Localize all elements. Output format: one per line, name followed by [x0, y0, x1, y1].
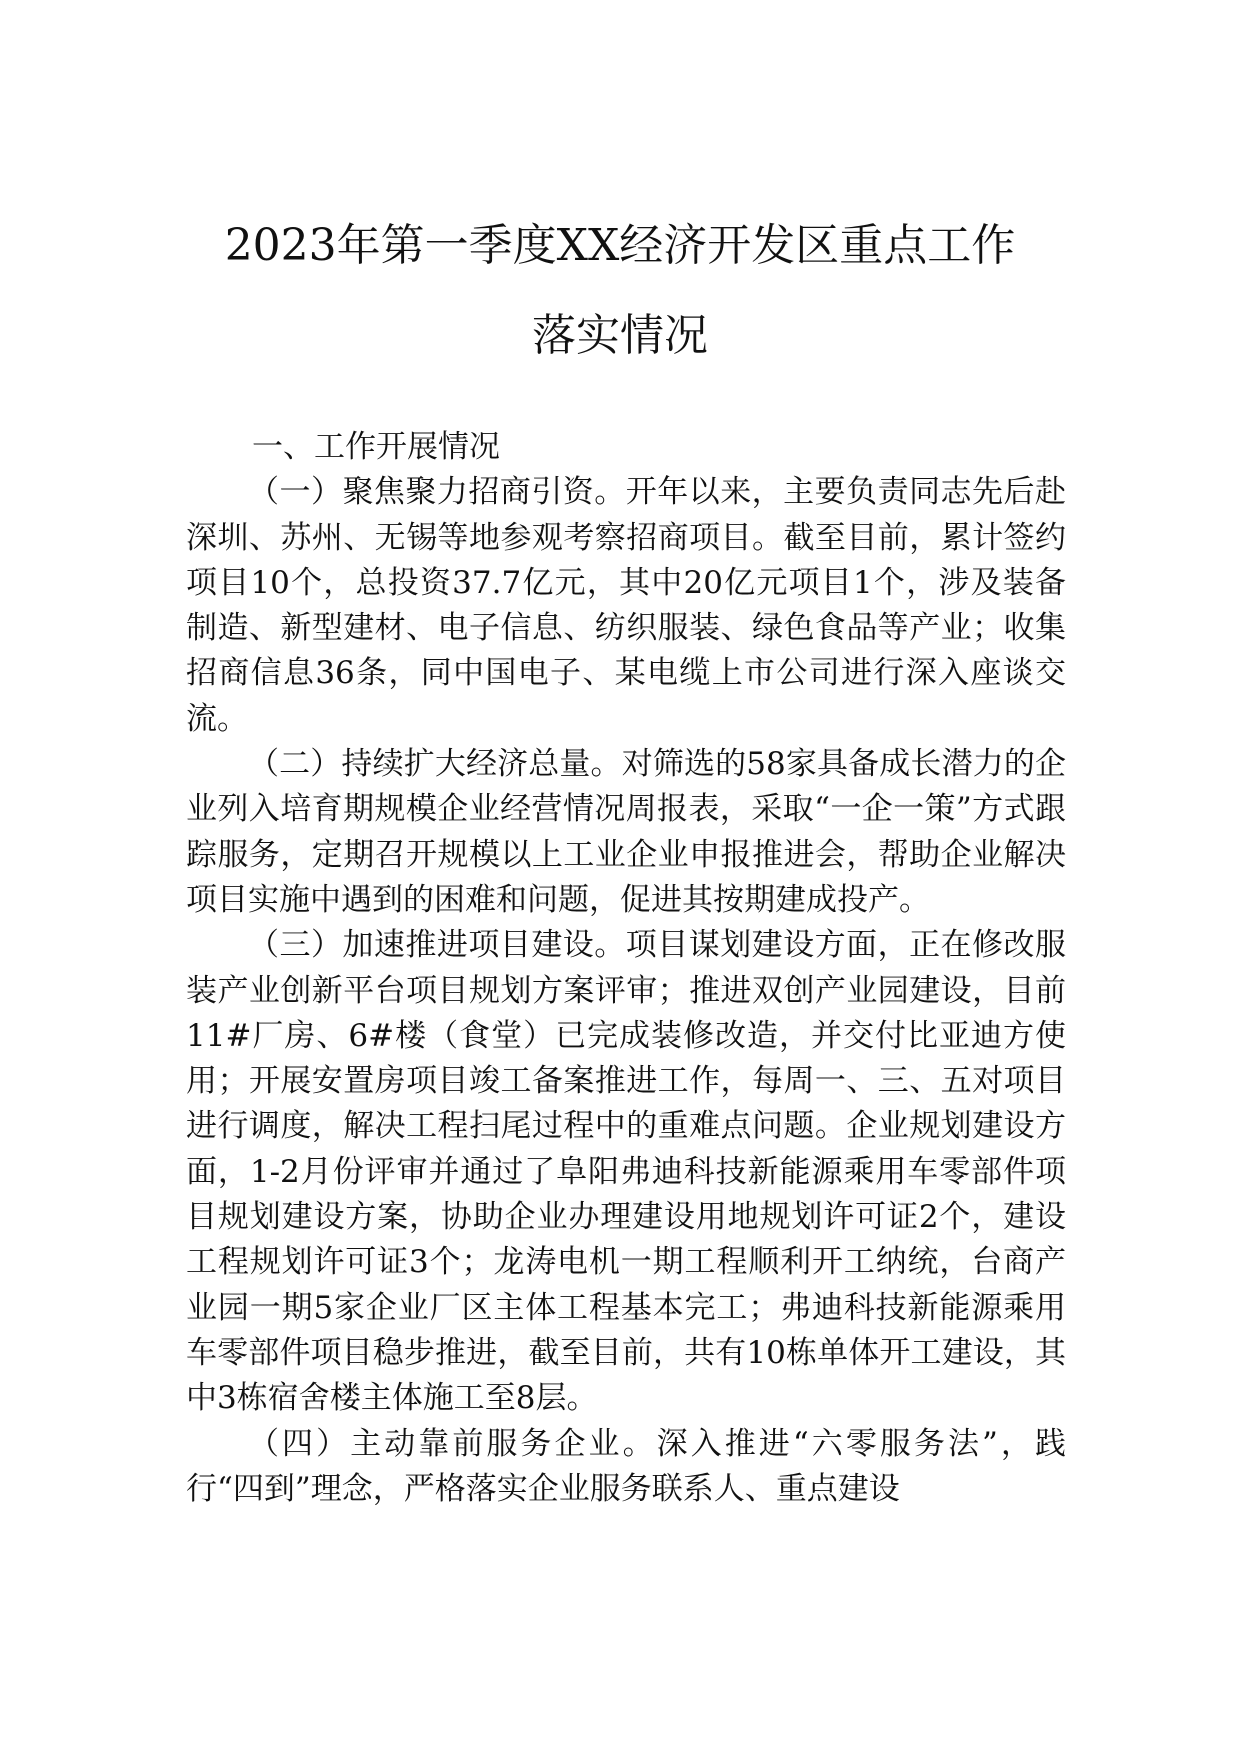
document-title-line-1: 2023年第一季度XX经济开发区重点工作 — [224, 220, 1016, 271]
section-heading: 一、工作开展情况 — [252, 429, 500, 465]
paragraph-2: （二）持续扩大经济总量。对筛选的58家具备成长潜力的企业列入培育期规模企业经营情况周报表，采取“一企一策”方式跟踪服务，定期召开规模以上工业企业申报推进会，帮助企业解决项目实施中遇到的困难和问题，促进其按期建成投产。 — [186, 746, 1066, 918]
document-title-line-2: 落实情况 — [532, 310, 708, 361]
paragraph-3: （三）加速推进项目建设。项目谋划建设方面，正在修改服装产业创新平台项目规划方案评审；推进双创产业园建设，目前11#厂房、6#楼（食堂）已完成装修改造，并交付比亚迪方使用；开展安置房项目竣工备案推进工作，每周一、三、五对项目进行调度，解决工程扫尾过程中的重难点问题。企业规划建设方面，1-2月份评审并通过了阜阳弗迪科技新能源乘用车零部件项目规划建设方案，协助企业办理建设用地规划许可证2个，建设工程规划许可证3个；龙涛电机一期工程顺利开工纳统，台商产业园一期5家企业厂区主体工程基本完工；弗迪科技新能源乘用车零部件项目稳步推进，截至目前，共有10栋单体开工建设，其中3栋宿舍楼主体施工至8层。 — [186, 927, 1066, 1417]
document-body — [186, 425, 1066, 1512]
paragraph-1: （一）聚焦聚力招商引资。开年以来，主要负责同志先后赴深圳、苏州、无锡等地参观考察招商项目。截至目前，累计签约项目10个，总投资37.7亿元，其中20亿元项目1个，涉及装备制造、新型建材、电子信息、纺织服装、绿色食品等产业；收集招商信息36条，同中国电子、某电缆上市公司进行深入座谈交流。 — [186, 474, 1066, 737]
paragraph-4: （四）主动靠前服务企业。深入推进“六零服务法”，践行“四到”理念，严格落实企业服务联系人、重点建设 — [186, 1425, 1066, 1507]
